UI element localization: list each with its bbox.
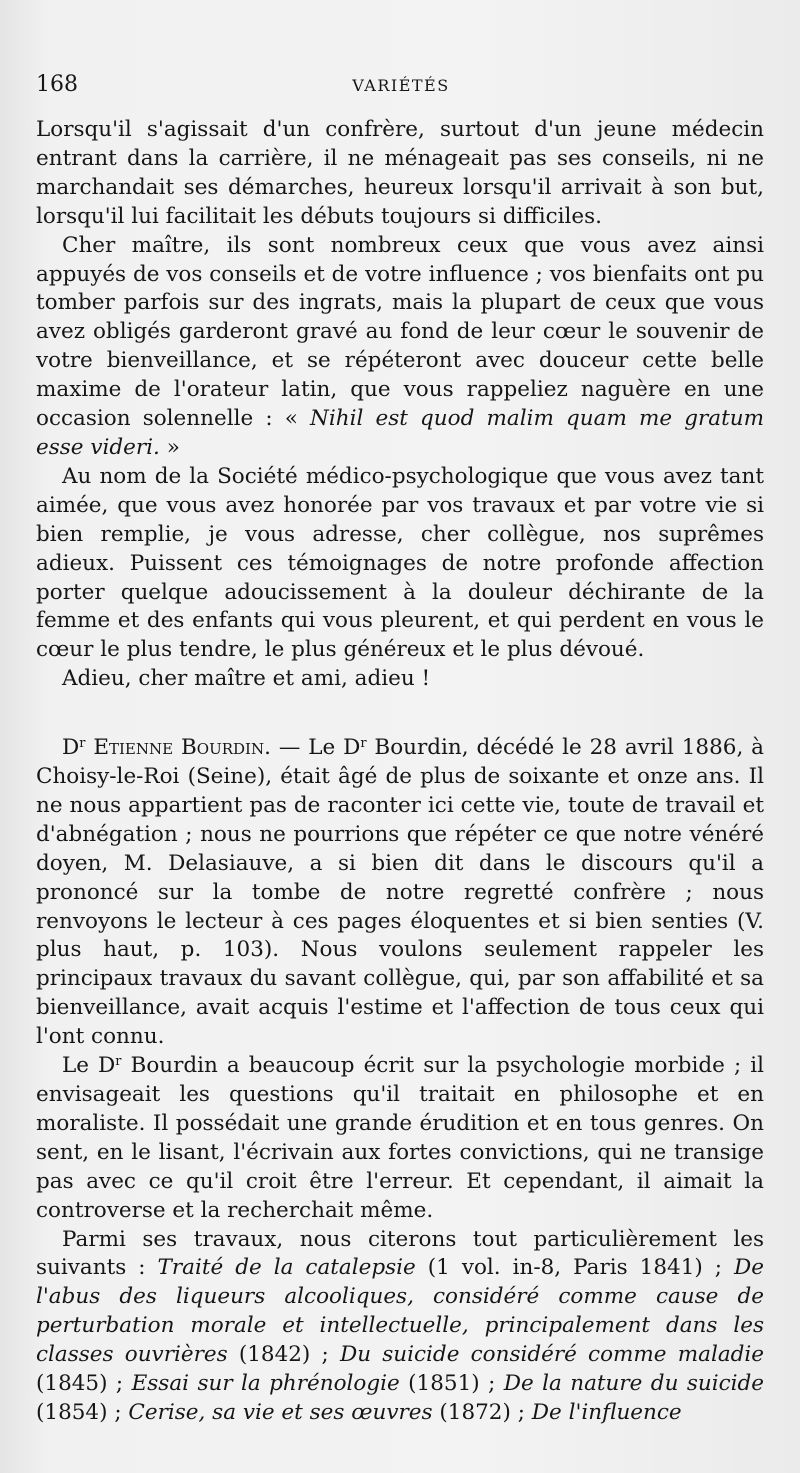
paragraph-farewell: [36, 463, 764, 665]
work-title: Du suicide considéré comme maladie: [339, 1342, 764, 1368]
work-title: De l'abus des liqueurs alcooliques, considéré comme cause de perturbation morale et intellectuelle, principalement dans les classes ouvrières: [36, 1255, 765, 1368]
paragraph-continuation: [36, 116, 764, 232]
title-superscript: r: [115, 1054, 122, 1069]
work-title: Traité de la catalepsie: [157, 1255, 416, 1281]
work-details: (1845) ;: [36, 1371, 132, 1397]
paragraph-text: Bourdin, décédé le 28 avril 1886, à Choisy-le-Roi (Seine), était âgé de plus de soixante et onze ans. Il ne nous appartient pas de raconter ici cette vie, toute de travail et d'abnégation ; nous ne pourrions que répéter ce que notre vénéré doyen, M. Delasiauve, a si bien dit dans le discours qu'il a prononcé sur la tombe de notre regretté confrère ; nous renvoyons le lecteur à ces pages éloquentes et si bien senties (V. plus haut, p. 103). Nous voulons seulement rappeler les principaux travaux du savant collègue, qui, par son affabilité et sa bienveillance, avait acquis l'estime et l'affection de tous ceux qui l'ont connu.: [36, 735, 764, 1050]
paragraph-text: Parmi ses travaux, nous citerons tout particulièrement les suivants :: [36, 1226, 764, 1281]
paragraph-text: Le D: [62, 1053, 116, 1079]
page-header: [36, 72, 766, 106]
work-title: Cerise, sa vie et ses œuvres: [128, 1399, 433, 1425]
paragraph-text: »: [159, 434, 180, 460]
work-details: (1842) ;: [227, 1342, 340, 1368]
paragraph-obituary: [36, 734, 764, 1052]
work-details: (1851) ;: [399, 1371, 504, 1397]
paragraph-text: Cher maître, ils sont nombreux ceux que vous avez ainsi appuyés de vos conseils et de votre influence ; vos bienfaits ont pu tomber parfois sur des ingrats, mais la plupart de ceux que vous avez obligés garderont gravé au fond de leur cœur le souvenir de votre bienveillance, et se répéteront avec douceur cette belle maxime de l'orateur latin, que vous rappeliez naguère en une occasion solennelle : «: [36, 232, 764, 432]
work-title: De l'influence: [531, 1399, 682, 1425]
latin-quote: Nihil est quod malim quam me gratum esse videri.: [36, 406, 764, 460]
work-details: (1 vol. in-8, Paris 1841) ;: [415, 1255, 735, 1281]
title-superscript: r: [360, 736, 367, 752]
paragraph-text: Au nom de la Société médico-psychologique que vous avez tant aimée, que vous avez honorée par vos travaux et par votre vie si bien remplie, je vous adresse, cher collègue, nos suprêmes adieux. Puissent ces témoignages de notre profonde affection porter quelque adoucissement à la douleur déchirante de la femme et des enfants qui vous pleurent, et qui perdent en vous le cœur le plus tendre, le plus généreux et le plus dévoué.: [36, 463, 764, 663]
page-number: 168: [36, 72, 78, 97]
title-superscript: r: [79, 736, 86, 752]
paragraph-adieu: [36, 665, 764, 694]
paragraph-text: Bourdin a beaucoup écrit sur la psychologie morbide ; il envisageait les questions qu'il traitait en philosophe et en moraliste. Il possédait une grande érudition et en tous genres. On sent, en le lisant, l'écrivain aux fortes convictions, qui ne transige pas avec ce qu'il croit être l'erreur. Et cependant, il aimait la controverse et la recherchait même.: [36, 1053, 764, 1223]
paragraph-text: Lorsqu'il s'agissait d'un confrère, surtout d'un jeune médecin entrant dans la carrière, il ne ménageait pas ses conseils, ni ne marchandait ses démarches, heureux lorsqu'il arrivait à son but, lorsqu'il lui facilitait les débuts toujours si difficiles.: [36, 117, 764, 229]
title-abbrev: D: [62, 735, 80, 761]
paragraph-tribute: [36, 232, 764, 463]
work-title: Essai sur la phrénologie: [131, 1371, 400, 1397]
body-text: [36, 116, 764, 1428]
running-title: VARIÉTÉS: [352, 76, 450, 95]
work-title: De la nature du suicide: [503, 1371, 764, 1397]
paragraph-text: Adieu, cher maître et ami, adieu !: [62, 666, 431, 692]
work-details: (1872) ;: [432, 1399, 532, 1425]
paragraph-works-list: [36, 1226, 764, 1428]
paragraph-writings: [36, 1052, 764, 1225]
paragraph-text: . — Le D: [264, 735, 361, 761]
person-name: Etienne Bourdin: [93, 735, 265, 761]
work-details: (1854) ;: [36, 1399, 129, 1425]
